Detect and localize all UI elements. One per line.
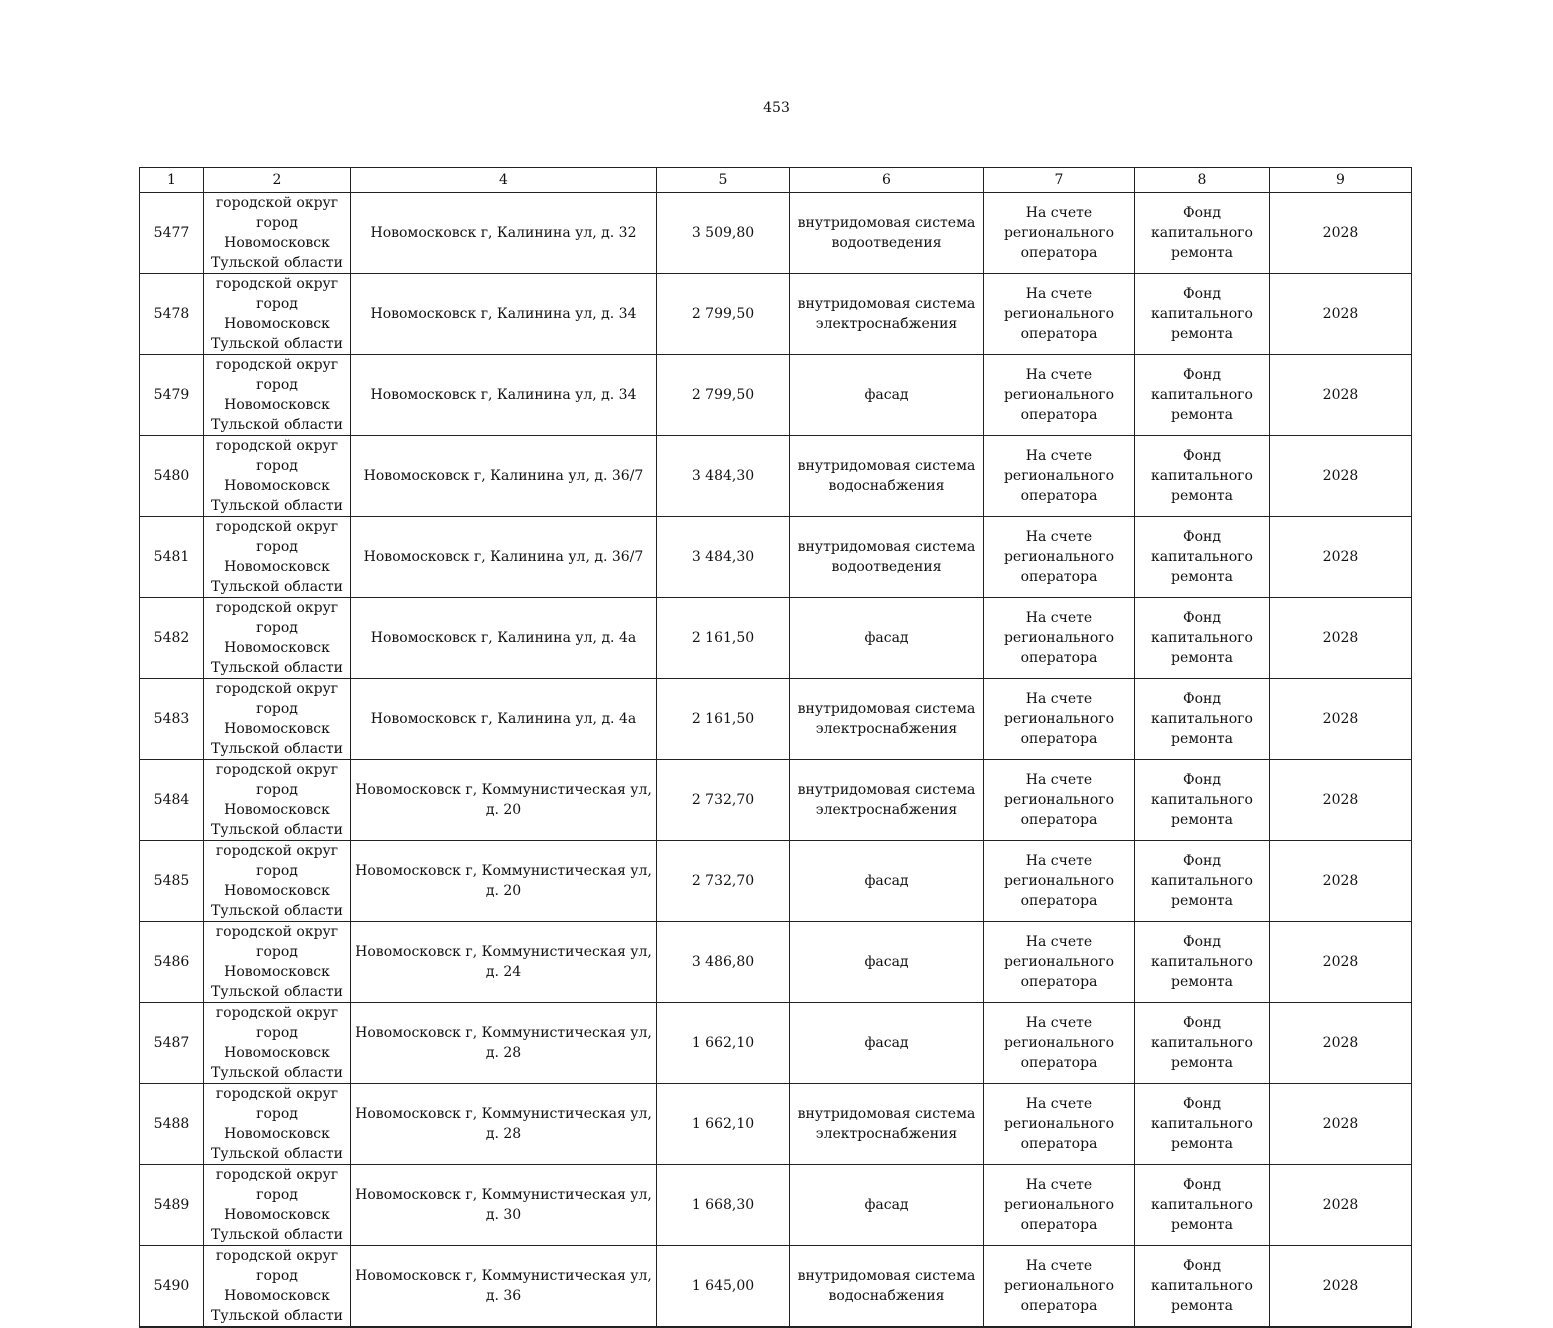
page-number: 453 bbox=[763, 100, 790, 116]
cell-municipality-text: городской округ город Новомосковск Тульской области bbox=[211, 519, 343, 595]
cell-repair-element-text: фасад bbox=[864, 873, 909, 889]
table-row bbox=[140, 1003, 1412, 1084]
cell-municipality bbox=[204, 598, 351, 679]
cell-municipality-text: городской округ город Новомосковск Тульской области bbox=[211, 1248, 343, 1324]
cell-row-number bbox=[140, 1003, 204, 1084]
cell-municipality-text: городской округ город Новомосковск Тульской области bbox=[211, 276, 343, 352]
cell-account-owner-text: Фонд капитального ремонта bbox=[1151, 934, 1253, 990]
cell-area bbox=[657, 1246, 790, 1328]
cell-repair-element-text: фасад bbox=[864, 630, 909, 646]
cell-repair-element bbox=[790, 193, 984, 274]
cell-area bbox=[657, 1003, 790, 1084]
cell-row-number bbox=[140, 274, 204, 355]
cell-area-text: 2 161,50 bbox=[691, 711, 755, 727]
table-row bbox=[140, 1246, 1412, 1328]
cell-address bbox=[351, 436, 657, 517]
cell-address-text: Новомосковск г, Коммунистическая ул, д. 24 bbox=[355, 944, 652, 980]
cell-municipality bbox=[204, 679, 351, 760]
cell-account-owner bbox=[1135, 841, 1270, 922]
cell-municipality bbox=[204, 922, 351, 1003]
cell-row-number bbox=[140, 436, 204, 517]
cell-address bbox=[351, 274, 657, 355]
cell-fund-account bbox=[984, 355, 1135, 436]
cell-municipality-text: городской округ город Новомосковск Тульской области bbox=[211, 924, 343, 1000]
cell-year-text: 2028 bbox=[1322, 873, 1359, 889]
cell-account-owner-text: Фонд капитального ремонта bbox=[1151, 1096, 1253, 1152]
cell-municipality-text: городской округ город Новомосковск Тульской области bbox=[211, 1005, 343, 1081]
cell-municipality bbox=[204, 517, 351, 598]
cell-address-text: Новомосковск г, Коммунистическая ул, д. 30 bbox=[355, 1187, 652, 1223]
cell-area bbox=[657, 760, 790, 841]
cell-year-text: 2028 bbox=[1322, 549, 1359, 565]
cell-account-owner-text: Фонд капитального ремонта bbox=[1151, 1177, 1253, 1233]
cell-municipality bbox=[204, 1246, 351, 1328]
cell-year-text: 2028 bbox=[1322, 225, 1359, 241]
cell-municipality bbox=[204, 355, 351, 436]
cell-repair-element bbox=[790, 1165, 984, 1246]
cell-area-text: 1 668,30 bbox=[691, 1197, 755, 1213]
cell-year-text: 2028 bbox=[1322, 630, 1359, 646]
cell-address bbox=[351, 1084, 657, 1165]
cell-fund-account-text: На счете регионального оператора bbox=[1003, 529, 1115, 585]
cell-address-text: Новомосковск г, Калинина ул, д. 4а bbox=[370, 711, 637, 727]
cell-row-number bbox=[140, 355, 204, 436]
cell-area-text: 2 161,50 bbox=[691, 630, 755, 646]
cell-account-owner-text: Фонд капитального ремонта bbox=[1151, 1015, 1253, 1071]
table-row bbox=[140, 841, 1412, 922]
cell-address bbox=[351, 193, 657, 274]
cell-fund-account bbox=[984, 1084, 1135, 1165]
cell-account-owner-text: Фонд капитального ремонта bbox=[1151, 772, 1253, 828]
cell-year bbox=[1270, 274, 1412, 355]
capital-repair-table bbox=[139, 167, 1412, 1328]
cell-row-number bbox=[140, 517, 204, 598]
cell-row-number-text: 5481 bbox=[153, 549, 190, 565]
cell-address-text: Новомосковск г, Калинина ул, д. 32 bbox=[370, 225, 637, 241]
cell-account-owner bbox=[1135, 1246, 1270, 1328]
cell-address-text: Новомосковск г, Калинина ул, д. 4а bbox=[370, 630, 637, 646]
cell-year bbox=[1270, 1246, 1412, 1328]
cell-row-number-text: 5486 bbox=[153, 954, 190, 970]
cell-address-text: Новомосковск г, Коммунистическая ул, д. 28 bbox=[355, 1106, 652, 1142]
cell-fund-account-text: На счете регионального оператора bbox=[1003, 853, 1115, 909]
cell-address-text: Новомосковск г, Коммунистическая ул, д. 28 bbox=[355, 1025, 652, 1061]
cell-account-owner bbox=[1135, 436, 1270, 517]
cell-year bbox=[1270, 1165, 1412, 1246]
cell-municipality bbox=[204, 1084, 351, 1165]
cell-row-number-text: 5485 bbox=[153, 873, 190, 889]
cell-area bbox=[657, 679, 790, 760]
table-row bbox=[140, 679, 1412, 760]
cell-account-owner-text: Фонд капитального ремонта bbox=[1151, 448, 1253, 504]
cell-account-owner bbox=[1135, 355, 1270, 436]
cell-year bbox=[1270, 1084, 1412, 1165]
cell-row-number bbox=[140, 1165, 204, 1246]
cell-account-owner bbox=[1135, 1003, 1270, 1084]
cell-area-text: 1 662,10 bbox=[691, 1035, 755, 1051]
cell-row-number-text: 5477 bbox=[153, 225, 190, 241]
cell-municipality-text: городской округ город Новомосковск Тульской области bbox=[211, 762, 343, 838]
cell-municipality bbox=[204, 841, 351, 922]
cell-fund-account bbox=[984, 679, 1135, 760]
column-number-row bbox=[140, 168, 1412, 193]
table-row bbox=[140, 1084, 1412, 1165]
cell-account-owner-text: Фонд капитального ремонта bbox=[1151, 529, 1253, 585]
cell-year-text: 2028 bbox=[1322, 711, 1359, 727]
cell-area-text: 2 799,50 bbox=[691, 306, 755, 322]
cell-municipality-text: городской округ город Новомосковск Тульской области bbox=[211, 195, 343, 271]
cell-row-number bbox=[140, 922, 204, 1003]
cell-year-text: 2028 bbox=[1322, 387, 1359, 403]
column-header: 7 bbox=[984, 168, 1135, 193]
cell-address-text: Новомосковск г, Калинина ул, д. 34 bbox=[370, 387, 637, 403]
cell-account-owner bbox=[1135, 517, 1270, 598]
cell-address bbox=[351, 1165, 657, 1246]
cell-repair-element-text: внутридомовая система электроснабжения bbox=[797, 1106, 976, 1142]
cell-area-text: 3 484,30 bbox=[691, 549, 755, 565]
cell-year-text: 2028 bbox=[1322, 792, 1359, 808]
cell-row-number bbox=[140, 841, 204, 922]
cell-year bbox=[1270, 760, 1412, 841]
cell-account-owner bbox=[1135, 1165, 1270, 1246]
cell-municipality-text: городской округ город Новомосковск Тульской области bbox=[211, 600, 343, 676]
cell-repair-element bbox=[790, 841, 984, 922]
cell-account-owner bbox=[1135, 274, 1270, 355]
cell-fund-account-text: На счете регионального оператора bbox=[1003, 691, 1115, 747]
column-header: 5 bbox=[657, 168, 790, 193]
cell-address bbox=[351, 679, 657, 760]
cell-municipality-text: городской округ город Новомосковск Тульской области bbox=[211, 1086, 343, 1162]
table-row bbox=[140, 1165, 1412, 1246]
cell-row-number-text: 5490 bbox=[153, 1278, 190, 1294]
cell-repair-element-text: фасад bbox=[864, 1035, 909, 1051]
cell-account-owner bbox=[1135, 598, 1270, 679]
cell-area-text: 1 662,10 bbox=[691, 1116, 755, 1132]
cell-repair-element bbox=[790, 436, 984, 517]
cell-fund-account bbox=[984, 436, 1135, 517]
cell-account-owner-text: Фонд капитального ремонта bbox=[1151, 610, 1253, 666]
cell-address-text: Новомосковск г, Коммунистическая ул, д. 36 bbox=[355, 1268, 652, 1304]
cell-municipality-text: городской округ город Новомосковск Тульской области bbox=[211, 357, 343, 433]
cell-repair-element-text: внутридомовая система водоснабжения bbox=[797, 1268, 976, 1304]
cell-area-text: 2 799,50 bbox=[691, 387, 755, 403]
cell-area bbox=[657, 274, 790, 355]
cell-row-number-text: 5478 bbox=[153, 306, 190, 322]
cell-repair-element bbox=[790, 274, 984, 355]
cell-repair-element-text: фасад bbox=[864, 954, 909, 970]
cell-account-owner bbox=[1135, 1084, 1270, 1165]
cell-area-text: 1 645,00 bbox=[691, 1278, 755, 1294]
cell-fund-account-text: На счете регионального оператора bbox=[1003, 367, 1115, 423]
cell-year bbox=[1270, 1003, 1412, 1084]
cell-year bbox=[1270, 436, 1412, 517]
cell-address-text: Новомосковск г, Коммунистическая ул, д. 20 bbox=[355, 782, 652, 818]
cell-address-text: Новомосковск г, Калинина ул, д. 36/7 bbox=[363, 549, 644, 565]
cell-area-text: 2 732,70 bbox=[691, 792, 755, 808]
cell-area bbox=[657, 193, 790, 274]
cell-year bbox=[1270, 841, 1412, 922]
cell-municipality-text: городской округ город Новомосковск Тульской области bbox=[211, 681, 343, 757]
cell-address bbox=[351, 841, 657, 922]
cell-repair-element-text: внутридомовая система водоотведения bbox=[797, 539, 976, 575]
column-header: 4 bbox=[351, 168, 657, 193]
cell-municipality bbox=[204, 193, 351, 274]
cell-fund-account bbox=[984, 841, 1135, 922]
cell-year bbox=[1270, 922, 1412, 1003]
cell-municipality bbox=[204, 1165, 351, 1246]
cell-address-text: Новомосковск г, Калинина ул, д. 34 bbox=[370, 306, 637, 322]
column-header: 6 bbox=[790, 168, 984, 193]
cell-repair-element-text: внутридомовая система электроснабжения bbox=[797, 701, 976, 737]
cell-repair-element bbox=[790, 355, 984, 436]
cell-fund-account-text: На счете регионального оператора bbox=[1003, 610, 1115, 666]
cell-account-owner-text: Фонд капитального ремонта bbox=[1151, 286, 1253, 342]
cell-row-number bbox=[140, 679, 204, 760]
cell-fund-account-text: На счете регионального оператора bbox=[1003, 205, 1115, 261]
table-row bbox=[140, 355, 1412, 436]
cell-address bbox=[351, 1246, 657, 1328]
cell-year-text: 2028 bbox=[1322, 1278, 1359, 1294]
cell-address bbox=[351, 1003, 657, 1084]
cell-row-number-text: 5489 bbox=[153, 1197, 190, 1213]
cell-year bbox=[1270, 679, 1412, 760]
table-row bbox=[140, 517, 1412, 598]
cell-repair-element bbox=[790, 760, 984, 841]
cell-year-text: 2028 bbox=[1322, 1116, 1359, 1132]
table-row bbox=[140, 274, 1412, 355]
column-header: 9 bbox=[1270, 168, 1412, 193]
cell-account-owner-text: Фонд капитального ремонта bbox=[1151, 691, 1253, 747]
cell-account-owner bbox=[1135, 193, 1270, 274]
cell-municipality bbox=[204, 274, 351, 355]
cell-fund-account-text: На счете регионального оператора bbox=[1003, 448, 1115, 504]
cell-fund-account bbox=[984, 517, 1135, 598]
cell-repair-element-text: внутридомовая система электроснабжения bbox=[797, 296, 976, 332]
cell-address bbox=[351, 598, 657, 679]
cell-account-owner bbox=[1135, 679, 1270, 760]
cell-fund-account-text: На счете регионального оператора bbox=[1003, 1096, 1115, 1152]
cell-fund-account-text: На счете регионального оператора bbox=[1003, 286, 1115, 342]
table-row bbox=[140, 436, 1412, 517]
cell-row-number-text: 5479 bbox=[153, 387, 190, 403]
cell-municipality bbox=[204, 1003, 351, 1084]
table-row bbox=[140, 760, 1412, 841]
cell-address bbox=[351, 760, 657, 841]
column-header: 1 bbox=[140, 168, 204, 193]
cell-area-text: 3 509,80 bbox=[691, 225, 755, 241]
cell-row-number-text: 5488 bbox=[153, 1116, 190, 1132]
cell-fund-account-text: На счете регионального оператора bbox=[1003, 1177, 1115, 1233]
cell-row-number bbox=[140, 598, 204, 679]
cell-repair-element-text: фасад bbox=[864, 387, 909, 403]
cell-area bbox=[657, 517, 790, 598]
cell-account-owner-text: Фонд капитального ремонта bbox=[1151, 1258, 1253, 1314]
cell-address bbox=[351, 922, 657, 1003]
cell-year bbox=[1270, 517, 1412, 598]
cell-area-text: 2 732,70 bbox=[691, 873, 755, 889]
cell-area bbox=[657, 598, 790, 679]
cell-row-number-text: 5482 bbox=[153, 630, 190, 646]
cell-fund-account-text: На счете регионального оператора bbox=[1003, 934, 1115, 990]
cell-fund-account bbox=[984, 1165, 1135, 1246]
cell-repair-element bbox=[790, 1003, 984, 1084]
cell-repair-element-text: внутридомовая система водоотведения bbox=[797, 215, 976, 251]
cell-row-number-text: 5483 bbox=[153, 711, 190, 727]
cell-repair-element bbox=[790, 922, 984, 1003]
cell-year-text: 2028 bbox=[1322, 306, 1359, 322]
cell-fund-account-text: На счете регионального оператора bbox=[1003, 1015, 1115, 1071]
cell-area bbox=[657, 355, 790, 436]
cell-fund-account bbox=[984, 598, 1135, 679]
cell-address bbox=[351, 355, 657, 436]
cell-area bbox=[657, 436, 790, 517]
column-header: 2 bbox=[204, 168, 351, 193]
cell-area bbox=[657, 922, 790, 1003]
cell-area bbox=[657, 1165, 790, 1246]
cell-repair-element bbox=[790, 598, 984, 679]
table-row bbox=[140, 193, 1412, 274]
cell-row-number bbox=[140, 1084, 204, 1165]
cell-year-text: 2028 bbox=[1322, 1197, 1359, 1213]
cell-repair-element-text: фасад bbox=[864, 1197, 909, 1213]
cell-fund-account bbox=[984, 1003, 1135, 1084]
cell-area bbox=[657, 841, 790, 922]
cell-year bbox=[1270, 598, 1412, 679]
table-body bbox=[140, 193, 1412, 1328]
cell-repair-element bbox=[790, 1246, 984, 1328]
cell-row-number-text: 5480 bbox=[153, 468, 190, 484]
cell-municipality-text: городской округ город Новомосковск Тульской области bbox=[211, 843, 343, 919]
cell-row-number bbox=[140, 1246, 204, 1328]
cell-repair-element-text: внутридомовая система электроснабжения bbox=[797, 782, 976, 818]
cell-area-text: 3 486,80 bbox=[691, 954, 755, 970]
cell-fund-account-text: На счете регионального оператора bbox=[1003, 1258, 1115, 1314]
cell-year-text: 2028 bbox=[1322, 468, 1359, 484]
cell-row-number-text: 5484 bbox=[153, 792, 190, 808]
cell-municipality-text: городской округ город Новомосковск Тульской области bbox=[211, 1167, 343, 1243]
cell-account-owner-text: Фонд капитального ремонта bbox=[1151, 853, 1253, 909]
cell-repair-element-text: внутридомовая система водоснабжения bbox=[797, 458, 976, 494]
cell-area-text: 3 484,30 bbox=[691, 468, 755, 484]
cell-repair-element bbox=[790, 517, 984, 598]
cell-fund-account bbox=[984, 1246, 1135, 1328]
cell-repair-element bbox=[790, 1084, 984, 1165]
cell-row-number-text: 5487 bbox=[153, 1035, 190, 1051]
cell-account-owner-text: Фонд капитального ремонта bbox=[1151, 367, 1253, 423]
cell-municipality-text: городской округ город Новомосковск Тульской области bbox=[211, 438, 343, 514]
cell-row-number bbox=[140, 760, 204, 841]
column-header: 8 bbox=[1135, 168, 1270, 193]
cell-account-owner-text: Фонд капитального ремонта bbox=[1151, 205, 1253, 261]
cell-address-text: Новомосковск г, Калинина ул, д. 36/7 bbox=[363, 468, 644, 484]
cell-row-number bbox=[140, 193, 204, 274]
cell-fund-account bbox=[984, 274, 1135, 355]
cell-area bbox=[657, 1084, 790, 1165]
cell-year bbox=[1270, 193, 1412, 274]
cell-year-text: 2028 bbox=[1322, 1035, 1359, 1051]
table-row bbox=[140, 598, 1412, 679]
cell-fund-account bbox=[984, 922, 1135, 1003]
cell-municipality bbox=[204, 760, 351, 841]
cell-account-owner bbox=[1135, 922, 1270, 1003]
cell-fund-account-text: На счете регионального оператора bbox=[1003, 772, 1115, 828]
cell-fund-account bbox=[984, 760, 1135, 841]
cell-fund-account bbox=[984, 193, 1135, 274]
table-row bbox=[140, 922, 1412, 1003]
cell-address bbox=[351, 517, 657, 598]
cell-repair-element bbox=[790, 679, 984, 760]
cell-municipality bbox=[204, 436, 351, 517]
cell-year bbox=[1270, 355, 1412, 436]
cell-year-text: 2028 bbox=[1322, 954, 1359, 970]
cell-address-text: Новомосковск г, Коммунистическая ул, д. 20 bbox=[355, 863, 652, 899]
cell-account-owner bbox=[1135, 760, 1270, 841]
